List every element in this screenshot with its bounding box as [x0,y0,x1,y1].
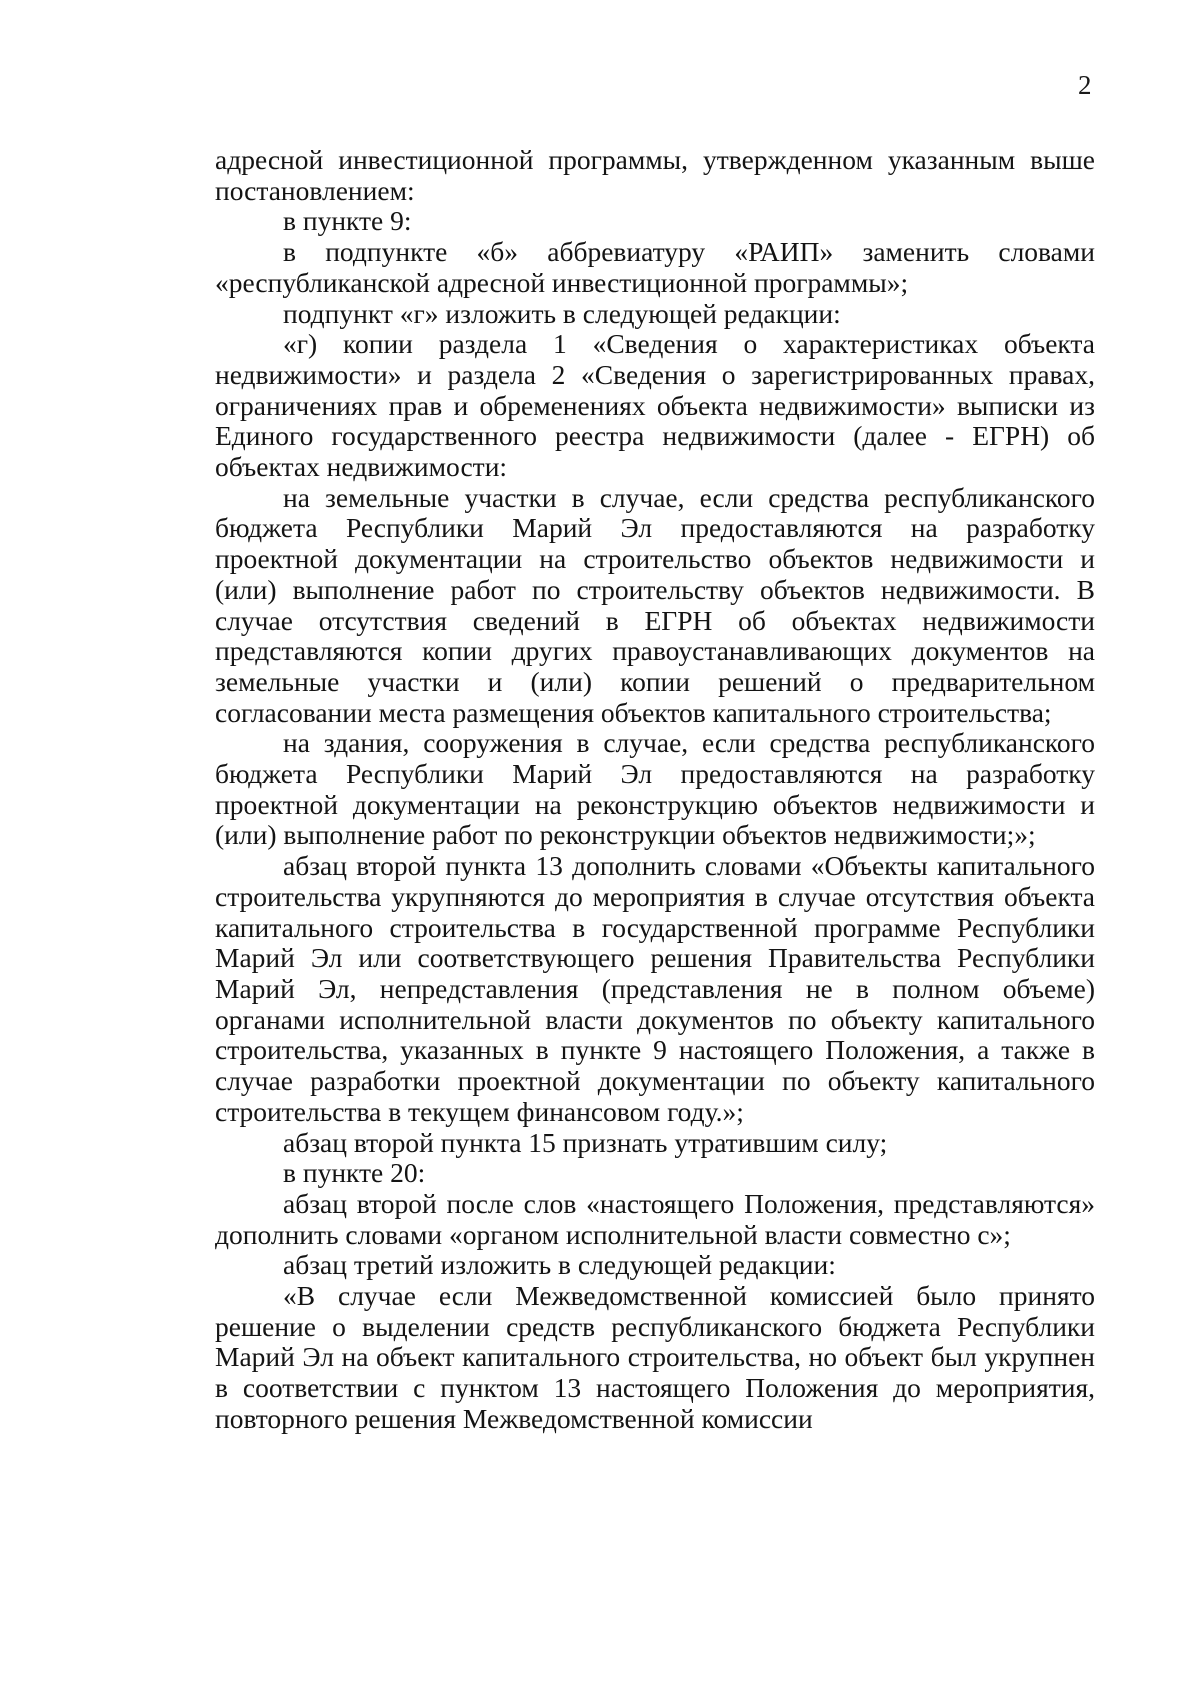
paragraph-point-13: абзац второй пункта 13 дополнить словами «Объекты капитального строительства укрупняются до мероприятия в случае отсутствия объекта капитального строительства в государственной программе Республики Марий Эл или соответствующего решения Правительства Республики Марий Эл, непредставления (представления не в полном объеме) органами исполнительной власти документов по объекту капитального строительства, указанных в пункте 9 настоящего Положения, а также в случае разработки проектной документации по объекту капитального строительства в текущем финансовом году.»; [215,850,1095,1127]
paragraph-subpoint-b: в подпункте «б» аббревиатуру «РАИП» заменить словами «республиканской адресной инвестиционной программы»; [215,236,1095,298]
paragraph-subpoint-g-intro: подпункт «г» изложить в следующей редакции: [283,297,841,329]
paragraph-point-20-third-text: «В случае если Межведомственной комиссией было принято решение о выделении средств республиканского бюджета Республики Марий Эл на объект капитального строительства, но объект был укрупнен в соответствии с пунктом 13 настоящего Положения до мероприятия, повторного решения Межведомственной комиссии [215,1280,1095,1434]
paragraph-point-20-third-intro: абзац третий изложить в следующей редакции: [283,1249,836,1281]
paragraph-point-20-second: абзац второй после слов «настоящего Положения, представляются» дополнить словами «органом исполнительной власти совместно с»; [215,1187,1095,1250]
paragraph-point-20: в пункте 20: [283,1157,426,1189]
paragraph-continuation: адресной инвестиционной программы, утвержденном указанным выше постановлением: [215,144,1095,206]
paragraph-subpoint-g-text: «г) копии раздела 1 «Сведения о характеристиках объекта недвижимости» и раздела 2 «Сведения о зарегистрированных правах, ограничениях прав и обременениях объекта недвижимости» выписки из Единого государственного реестра недвижимости (далее - ЕГРН) об объектах недвижимости: [215,328,1095,483]
paragraph-buildings: на здания, сооружения в случае, если средства республиканского бюджета Республики Марий Эл предоставляются на разработку проектной документации на реконструкцию объектов недвижимости и (или) выполнение работ по реконструкции объектов недвижимости;»; [215,727,1095,851]
document-body [215,145,1095,1435]
paragraph-land-plots: на земельные участки в случае, если средства республиканского бюджета Республики Марий Эл предоставляются на разработку проектной документации на строительство объектов недвижимости и (или) выполнение работ по строительству объектов недвижимости. В случае отсутствия сведений в ЕГРН об объектах недвижимости представляются копии других правоустанавливающих документов на земельные участки и (или) копии решений о предварительном согласовании места размещения объектов капитального строительства; [215,481,1095,728]
paragraph-point-15: абзац второй пункта 15 признать утратившим силу; [283,1126,888,1158]
paragraph-point-9: в пункте 9: [283,205,412,237]
page-number: 2 [1078,70,1092,100]
